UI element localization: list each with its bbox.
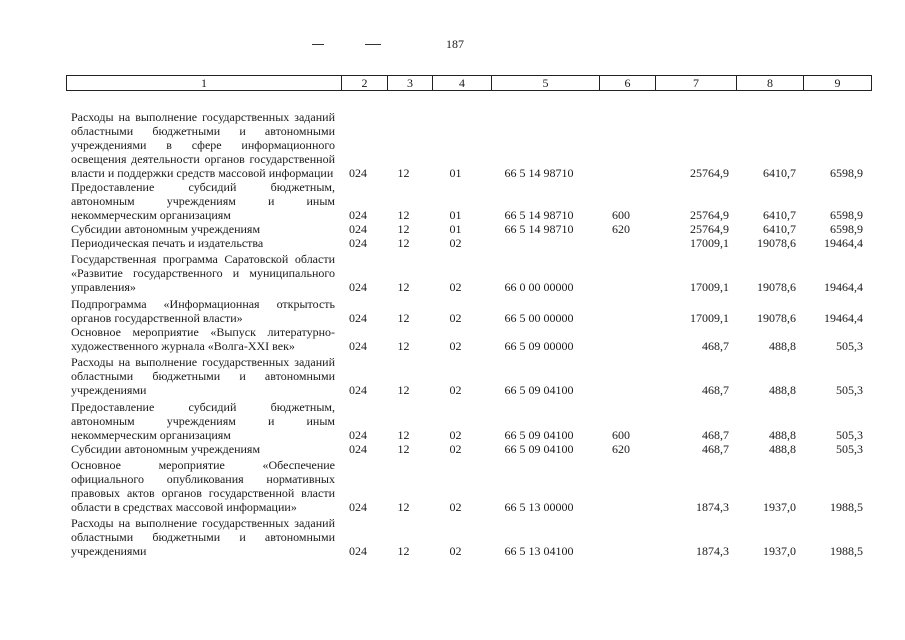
row-name: Основное мероприятие «Обеспечение официального опубликования нормативных правовых актов органов государственной власти области в средствах массовой информации» [71,458,335,514]
table-row [71,397,871,442]
row-rz: 12 [397,544,410,558]
row-value-3: 6598,9 [830,166,863,180]
row-pr: 02 [449,236,462,250]
row-value-1: 468,7 [702,339,729,353]
row-name: Предоставление субсидий бюджетным, автономным учреждениям и иным некоммерческим организациям [71,400,335,442]
row-value-2: 6410,7 [763,208,796,222]
row-rz: 12 [397,222,410,236]
row-csr: 66 0 00 00000 [504,280,574,294]
scan-mark-left [312,44,324,45]
row-value-3: 505,3 [836,442,863,456]
row-gr: 024 [349,311,367,325]
row-pr: 02 [449,428,462,442]
row-value-1: 1874,3 [696,544,729,558]
table-body [71,92,871,558]
row-csr: 66 5 09 00000 [504,339,574,353]
row-value-1: 25764,9 [690,222,729,236]
row-csr: 66 5 13 00000 [504,500,574,514]
row-gr: 024 [349,428,367,442]
header-col-7: 7 [655,76,736,90]
row-rz: 12 [397,280,410,294]
row-gr: 024 [349,166,367,180]
row-csr: 66 5 00 00000 [504,311,574,325]
row-csr: 66 5 14 98710 [504,208,574,222]
table-row [71,180,871,222]
row-value-2: 6410,7 [763,166,796,180]
row-gr: 024 [349,236,367,250]
row-value-2: 19078,6 [757,236,796,250]
table-header [66,75,872,91]
row-name: Подпрограмма «Информационная открытость органов государственной власти» [71,297,335,325]
row-vr: 600 [612,208,630,222]
row-rz: 12 [397,442,410,456]
row-vr: 620 [612,222,630,236]
row-csr: 66 5 09 04100 [504,383,574,397]
row-name: Предоставление субсидий бюджетным, автономным учреждениям и иным некоммерческим организациям [71,180,335,222]
row-value-1: 25764,9 [690,208,729,222]
table-row [71,250,871,294]
row-csr: 66 5 09 04100 [504,442,574,456]
header-col-1: 1 [201,76,207,90]
row-csr: 66 5 14 98710 [504,222,574,236]
row-pr: 02 [449,311,462,325]
row-name: Субсидии автономным учреждениям [71,442,261,456]
row-gr: 024 [349,222,367,236]
row-pr: 02 [449,383,462,397]
row-value-3: 6598,9 [830,208,863,222]
row-pr: 02 [449,544,462,558]
page-number: 187 [446,37,464,51]
row-value-3: 19464,4 [824,280,863,294]
row-value-1: 25764,9 [690,166,729,180]
row-name: Расходы на выполнение государственных заданий областными бюджетными и автономными учреждениями [71,355,335,397]
row-value-3: 1988,5 [830,544,863,558]
row-gr: 024 [349,208,367,222]
row-value-1: 17009,1 [690,280,729,294]
row-value-2: 488,8 [769,339,796,353]
row-value-3: 19464,4 [824,311,863,325]
table-row [71,236,871,250]
row-value-3: 505,3 [836,428,863,442]
row-value-1: 17009,1 [690,236,729,250]
row-rz: 12 [397,311,410,325]
row-name: Государственная программа Саратовской области «Развитие государственного и муниципального управления» [71,252,335,294]
row-gr: 024 [349,500,367,514]
row-value-2: 488,8 [769,442,796,456]
table-row [71,222,871,236]
row-value-1: 468,7 [702,383,729,397]
row-pr: 02 [449,339,462,353]
row-value-2: 19078,6 [757,280,796,294]
row-value-1: 468,7 [702,442,729,456]
row-value-2: 19078,6 [757,311,796,325]
row-value-3: 19464,4 [824,236,863,250]
row-pr: 02 [449,500,462,514]
row-rz: 12 [397,339,410,353]
table-row [71,294,871,325]
row-value-2: 488,8 [769,428,796,442]
row-rz: 12 [397,500,410,514]
row-value-2: 488,8 [769,383,796,397]
table-row [71,442,871,456]
row-name: Расходы на выполнение государственных заданий областными бюджетными и автономными учреждениями в сфере информационного освещения деятельности органов государственной власти и поддержки средств массовой информации [71,110,335,180]
row-pr: 01 [449,222,462,236]
row-csr: 66 5 14 98710 [504,166,574,180]
row-gr: 024 [349,442,367,456]
row-pr: 01 [449,208,462,222]
row-gr: 024 [349,383,367,397]
row-value-2: 1937,0 [763,500,796,514]
table-row [71,353,871,397]
row-value-2: 6410,7 [763,222,796,236]
row-value-3: 505,3 [836,383,863,397]
row-csr: 66 5 09 04100 [504,428,574,442]
row-vr: 620 [612,442,630,456]
row-rz: 12 [397,383,410,397]
row-rz: 12 [397,236,410,250]
row-value-1: 17009,1 [690,311,729,325]
row-vr: 600 [612,428,630,442]
row-name: Основное мероприятие «Выпуск литературно-художественного журнала «Волга-XXI век» [71,325,335,353]
header-col-4: 4 [432,76,491,90]
header-col-2: 2 [341,76,387,90]
row-value-1: 468,7 [702,428,729,442]
scan-mark-right [365,44,381,45]
row-name: Расходы на выполнение государственных заданий областными бюджетными и автономными учреждениями [71,516,335,558]
row-value-3: 505,3 [836,339,863,353]
row-rz: 12 [397,166,410,180]
table-row [71,456,871,514]
header-col-9: 9 [803,76,871,90]
row-value-2: 1937,0 [763,544,796,558]
row-gr: 024 [349,280,367,294]
table-row [71,325,871,353]
table-row [71,514,871,558]
header-col-8: 8 [736,76,803,90]
row-pr: 01 [449,166,462,180]
header-col-6: 6 [599,76,655,90]
row-value-3: 1988,5 [830,500,863,514]
header-col-5: 5 [491,76,599,90]
row-pr: 02 [449,442,462,456]
row-gr: 024 [349,544,367,558]
row-pr: 02 [449,280,462,294]
row-name: Субсидии автономным учреждениям [71,222,261,236]
row-rz: 12 [397,428,410,442]
row-name: Периодическая печать и издательства [71,236,264,250]
row-rz: 12 [397,208,410,222]
row-csr: 66 5 13 04100 [504,544,574,558]
header-col-3: 3 [387,76,432,90]
row-value-1: 1874,3 [696,500,729,514]
table-row [71,92,871,180]
row-gr: 024 [349,339,367,353]
row-value-3: 6598,9 [830,222,863,236]
